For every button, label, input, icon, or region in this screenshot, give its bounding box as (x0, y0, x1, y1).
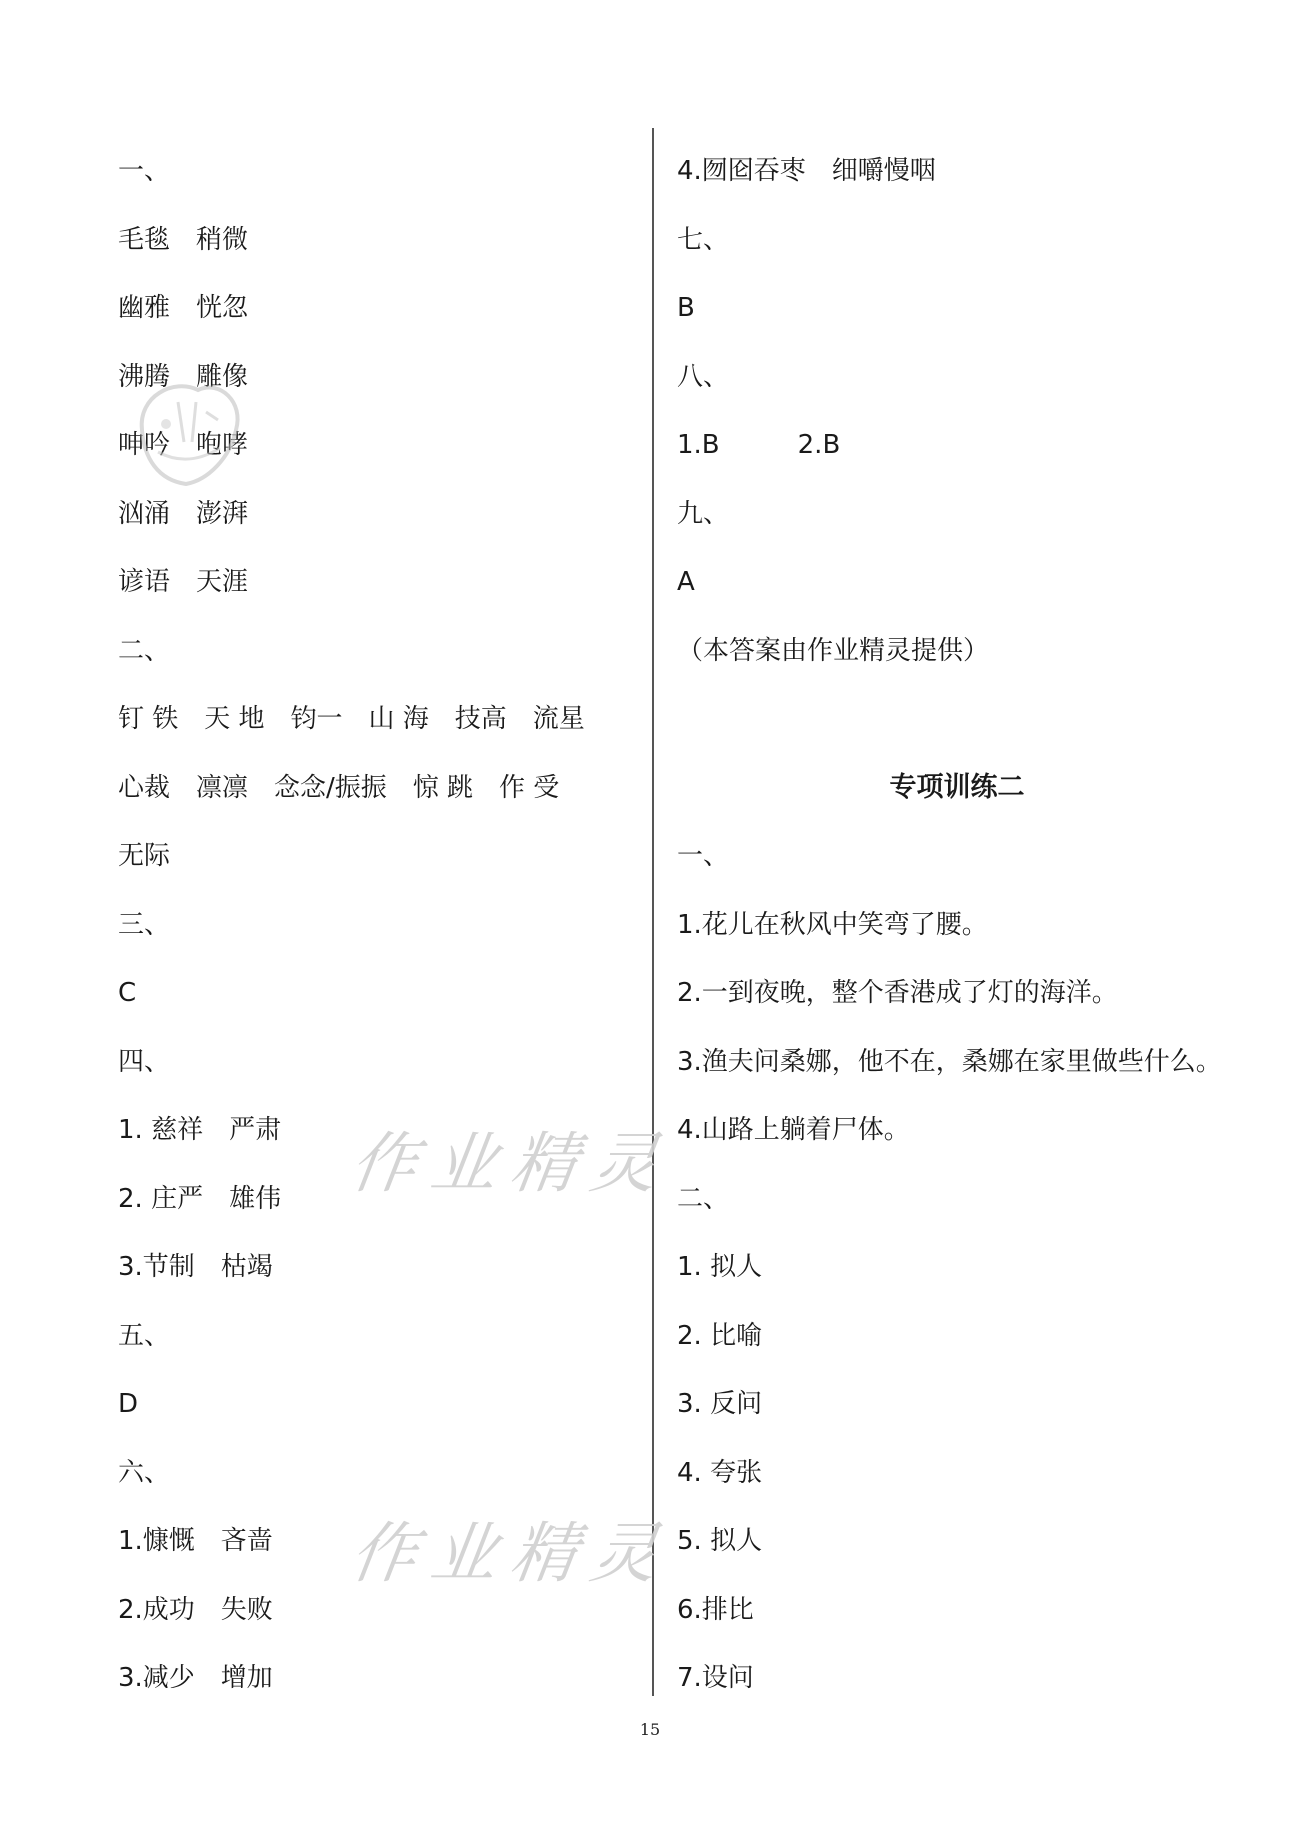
answer-line: B (677, 293, 695, 323)
answer-line: 2.成功 失败 (118, 1594, 273, 1625)
answer-line: 2. 比喻 (677, 1320, 763, 1351)
answer-line: 3. 反问 (677, 1389, 763, 1419)
answer-line: （本答案由作业精灵提供） (677, 635, 990, 666)
answer-line: 一、 (118, 156, 171, 186)
answer-line: 4.囫囵吞枣 细嚼慢咽 (677, 156, 936, 186)
left-answer-column (118, 137, 638, 1713)
answer-line: 3.减少 增加 (118, 1663, 273, 1693)
answer-line: 六、 (118, 1457, 171, 1488)
answer-line: 1.B 2.B (677, 430, 841, 460)
answer-line: 二、 (677, 1183, 730, 1214)
page-number: 15 (639, 1720, 661, 1739)
watermark-text: 作业精灵 (345, 1515, 677, 1592)
answer-line: D (118, 1389, 139, 1419)
answer-line: 3.节制 枯竭 (118, 1252, 273, 1282)
section-title: 专项训练二 (889, 771, 1025, 803)
column-divider (652, 128, 654, 1696)
answer-line: 谚语 天涯 (118, 567, 249, 597)
answer-line: 无际 (118, 841, 171, 871)
answer-line: 九、 (677, 498, 730, 529)
answer-line: 心裁 凛凛 念念/振振 惊 跳 作 受 (118, 772, 560, 803)
right-answer-list-top (677, 137, 1237, 685)
answer-line: 汹涌 澎湃 (118, 498, 249, 529)
answer-line: 6.排比 (677, 1594, 754, 1625)
answer-line: 5. 拟人 (677, 1526, 763, 1556)
answer-line: A (677, 567, 695, 597)
answer-line: 二、 (118, 635, 171, 666)
answer-line: 呻吟 咆哮 (118, 430, 249, 460)
answer-line: 五、 (118, 1320, 171, 1351)
answer-line: 1.花儿在秋风中笑弯了腰。 (677, 909, 988, 940)
right-answer-column (677, 137, 1237, 1713)
watermark-text: 作业精灵 (345, 1125, 677, 1202)
answer-line: 幽雅 恍忽 (118, 293, 249, 323)
answer-line: 4. 夸张 (677, 1457, 763, 1488)
answer-line: 3.渔夫问桑娜，他不在，桑娜在家里做些什么。 (677, 1046, 1222, 1077)
answer-line: 四、 (118, 1046, 171, 1077)
blank-spacer (677, 685, 1237, 754)
answer-line: 一、 (677, 841, 730, 871)
right-answer-list-bottom (677, 822, 1237, 1713)
answer-line: 三、 (118, 909, 171, 940)
answer-line: 4.山路上躺着尸体。 (677, 1115, 910, 1145)
answer-line: 毛毯 稍微 (118, 224, 249, 255)
answer-line: 7.设问 (677, 1663, 754, 1693)
answer-line: 八、 (677, 361, 730, 392)
answer-line: 1. 慈祥 严肃 (118, 1115, 282, 1145)
answer-line: 钉 铁 天 地 钧一 山 海 技高 流星 (118, 704, 585, 734)
answer-line: 1.慷慨 吝啬 (118, 1526, 273, 1556)
answer-line: 七、 (677, 224, 730, 255)
answer-line: 1. 拟人 (677, 1252, 763, 1282)
answer-line: 2. 庄严 雄伟 (118, 1183, 282, 1214)
answer-line: 沸腾 雕像 (118, 361, 249, 392)
answer-line: C (118, 978, 137, 1008)
answer-line: 2.一到夜晚，整个香港成了灯的海洋。 (677, 978, 1118, 1008)
